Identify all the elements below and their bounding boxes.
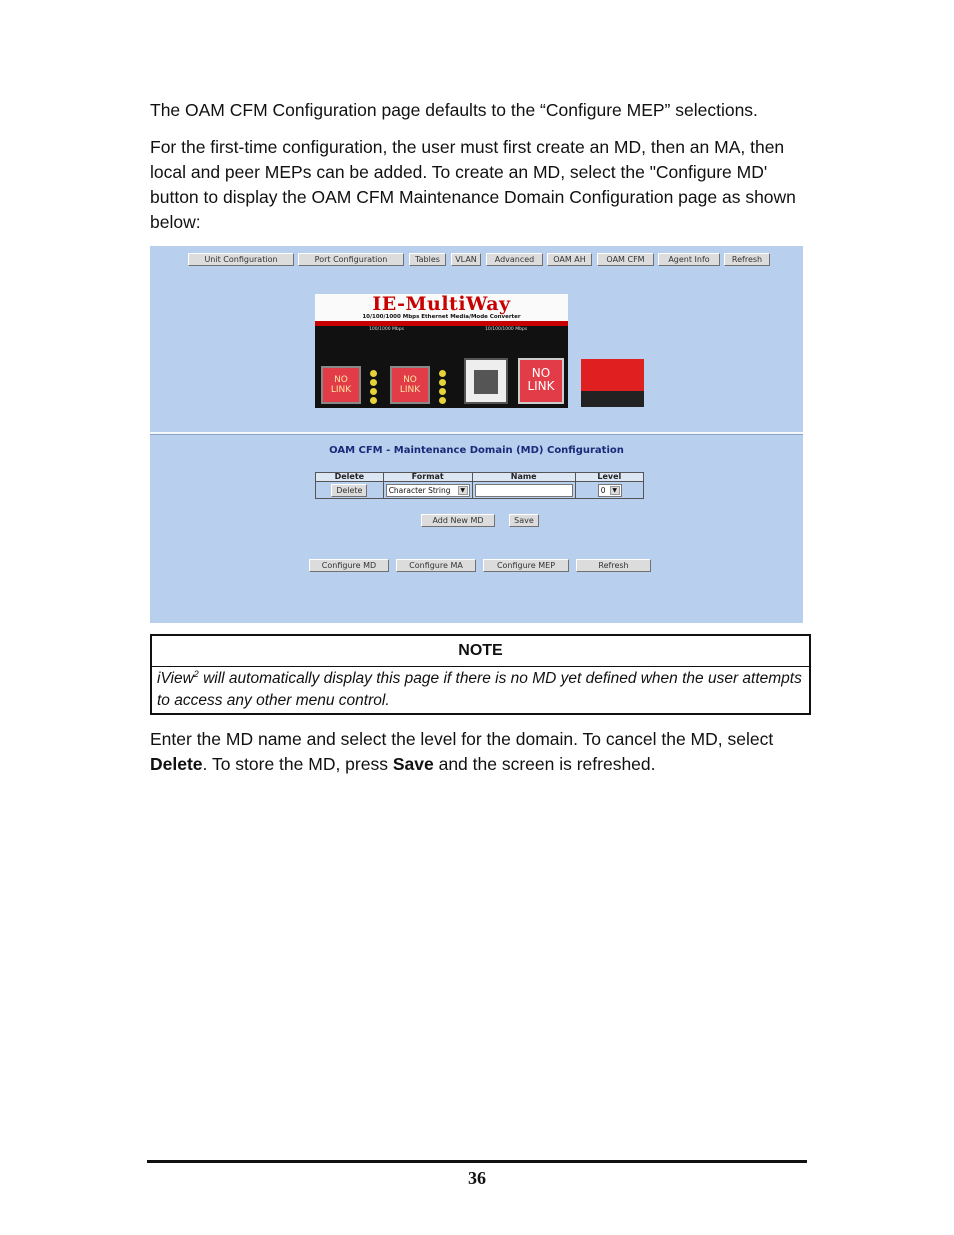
dip-switch-icon bbox=[581, 359, 644, 407]
fiber-port-2-status: NO LINK bbox=[390, 366, 430, 404]
col-delete: Delete bbox=[316, 473, 384, 482]
fiber-port-1-status: NO LINK bbox=[321, 366, 361, 404]
note-box bbox=[150, 634, 811, 715]
note-heading: NOTE bbox=[152, 636, 809, 667]
md-config-title: OAM CFM - Maintenance Domain (MD) Configuration bbox=[329, 445, 624, 456]
instructions-paragraph: For the first-time configuration, the user must first create an MD, then an MA, then local and peer MEPs can be added. To create an MD, select the "Configure MD' button to display the OAM CFM Maintenance Domain Configuration page as shown below: bbox=[150, 137, 796, 232]
nav-port-configuration[interactable]: Port Configuration bbox=[298, 253, 404, 266]
configure-mep-button[interactable]: Configure MEP bbox=[483, 559, 569, 572]
nav-unit-configuration[interactable]: Unit Configuration bbox=[188, 253, 294, 266]
level-select[interactable]: 0 ▼ bbox=[598, 484, 622, 497]
md-name-input[interactable] bbox=[475, 484, 573, 497]
md-table bbox=[315, 472, 644, 499]
format-select[interactable]: Character String ▼ bbox=[386, 484, 470, 497]
note-text: iView$^2$ will automatically display this page if there is no MD yet defined when the user attempts to access any other menu control. bbox=[157, 668, 802, 709]
refresh-button[interactable]: Refresh bbox=[576, 559, 651, 572]
configure-ma-button[interactable]: Configure MA bbox=[396, 559, 476, 572]
footer-rule bbox=[147, 1160, 807, 1163]
table-row bbox=[316, 482, 644, 499]
fiber-speed-label: 100/1000 Mbps bbox=[369, 327, 404, 332]
led-group-2 bbox=[439, 370, 447, 406]
page-number: 36 bbox=[468, 1168, 486, 1188]
chevron-down-icon: ▼ bbox=[458, 486, 468, 495]
col-name: Name bbox=[472, 473, 575, 482]
intro-paragraph: The OAM CFM Configuration page defaults to the “Configure MEP” selections. bbox=[150, 100, 758, 120]
col-format: Format bbox=[383, 473, 472, 482]
nav-vlan[interactable]: VLAN bbox=[451, 253, 481, 266]
closing-paragraph: Enter the MD name and select the level for the domain. To cancel the MD, select Delete. To store the MD, press Save and the screen is refreshed. bbox=[150, 729, 774, 774]
copper-port-status: NO LINK bbox=[518, 358, 564, 404]
configure-md-button[interactable]: Configure MD bbox=[309, 559, 389, 572]
nav-advanced[interactable]: Advanced bbox=[486, 253, 543, 266]
nav-agent-info[interactable]: Agent Info bbox=[658, 253, 720, 266]
device-front-panel bbox=[315, 294, 568, 408]
rj45-port-icon bbox=[464, 358, 508, 404]
iview-screenshot bbox=[150, 246, 803, 623]
add-new-md-button[interactable]: Add New MD bbox=[421, 514, 495, 527]
nav-bar bbox=[150, 253, 803, 267]
nav-oam-ah[interactable]: OAM AH bbox=[547, 253, 592, 266]
col-level: Level bbox=[575, 473, 643, 482]
chevron-down-icon: ▼ bbox=[610, 486, 620, 495]
led-group-1 bbox=[370, 370, 378, 406]
section-divider bbox=[150, 432, 803, 435]
device-logo: IE-MultiWay 10/100/1000 Mbps Ethernet Media/Mode Converter bbox=[315, 294, 568, 321]
nav-refresh[interactable]: Refresh bbox=[724, 253, 770, 266]
nav-tables[interactable]: Tables bbox=[409, 253, 446, 266]
delete-md-button[interactable]: Delete bbox=[331, 484, 367, 497]
save-button[interactable]: Save bbox=[509, 514, 539, 527]
nav-oam-cfm[interactable]: OAM CFM bbox=[597, 253, 654, 266]
copper-speed-label: 10/100/1000 Mbps bbox=[485, 327, 528, 332]
